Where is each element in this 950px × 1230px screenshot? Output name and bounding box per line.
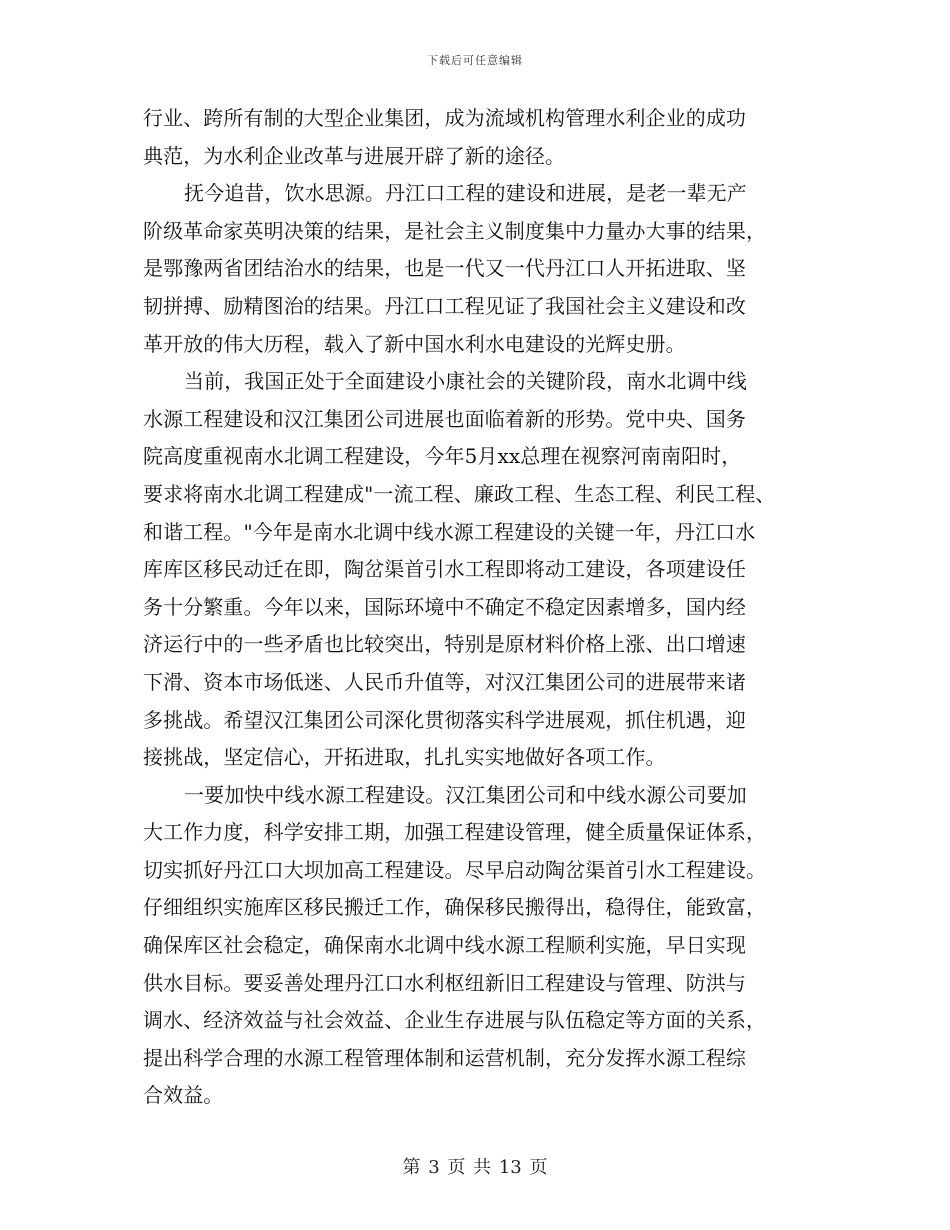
paragraph-start-line: 抚今追昔，饮水思源。丹江口工程的建设和进展，是老一辈无产: [184, 181, 747, 206]
text-line: 调水、经济效益与社会效益、企业生存进展与队伍稳定等方面的关系，: [143, 1008, 767, 1033]
text-line: 确保库区社会稳定，确保南水北调中线水源工程顺利实施，早日实现: [143, 933, 746, 958]
page-header: 下载后可任意编辑: [427, 54, 523, 67]
text-line: 合效益。: [143, 1083, 224, 1108]
text-line: 务十分繁重。今年以来，国际环境中不确定不稳定因素增多，国内经: [143, 594, 746, 619]
text-line: 水源工程建设和汉江集团公司进展也面临着新的形势。党中央、国务: [143, 406, 746, 431]
text-line: 要求将南水北调工程建成"一流工程、廉政工程、生态工程、利民工程、: [143, 481, 776, 506]
text-line: 多挑战。希望汉江集团公司深化贯彻落实科学进展观，抓住机遇，迎: [143, 707, 746, 732]
text-line: 切实抓好丹江口大坝加高工程建设。尽早启动陶岔渠首引水工程建设。: [143, 857, 767, 882]
text-line: 是鄂豫两省团结治水的结果，也是一代又一代丹江口人开拓进取、坚: [143, 256, 746, 281]
document-body: [143, 100, 819, 1115]
text-line: 库库区移民动迁在即，陶岔渠首引水工程即将动工建设，各项建设任: [143, 557, 746, 582]
text-line: 行业、跨所有制的大型企业集团，成为流域机构管理水利企业的成功: [143, 106, 746, 130]
text-line: 大工作力度，科学安排工期，加强工程建设管理，健全质量保证体系，: [143, 820, 767, 845]
text-line: 和谐工程。"今年是南水北调中线水源工程建设的关键一年，丹江口水: [143, 519, 756, 544]
text-line: 革开放的伟大历程，载入了新中国水利水电建设的光辉史册。: [143, 331, 686, 356]
page-number-footer: 第 3 页 共 13 页: [402, 1157, 548, 1178]
text-line: 典范，为水利企业改革与进展开辟了新的途径。: [143, 143, 566, 168]
paragraph-start-line: 一要加快中线水源工程建设。汉江集团公司和中线水源公司要加: [184, 782, 747, 807]
text-line: 下滑、资本市场低迷、人民币升值等，对汉江集团公司的进展带来诸: [143, 669, 746, 694]
text-line: 阶级革命家英明决策的结果，是社会主义制度集中力量办大事的结果，: [143, 218, 767, 243]
text-line: 接挑战，坚定信心，开拓进取，扎扎实实地做好各项工作。: [143, 745, 666, 770]
text-line: 韧拼搏、励精图治的结果。丹江口工程见证了我国社会主义建设和改: [143, 293, 746, 318]
text-line: 仔细组织实施库区移民搬迁工作，确保移民搬得出，稳得住，能致富，: [143, 895, 767, 920]
text-line: 院高度重视南水北调工程建设，今年5月xx总理在视察河南南阳时，: [143, 444, 742, 469]
text-line: 济运行中的一些矛盾也比较突出，特别是原材料价格上涨、出口增速: [143, 632, 746, 657]
text-line: 提出科学合理的水源工程管理体制和运营机制，充分发挥水源工程综: [143, 1045, 746, 1070]
paragraph-start-line: 当前，我国正处于全面建设小康社会的关键阶段，南水北调中线: [184, 369, 747, 394]
text-line: 供水目标。要妥善处理丹江口水利枢纽新旧工程建设与管理、防洪与: [143, 970, 746, 995]
